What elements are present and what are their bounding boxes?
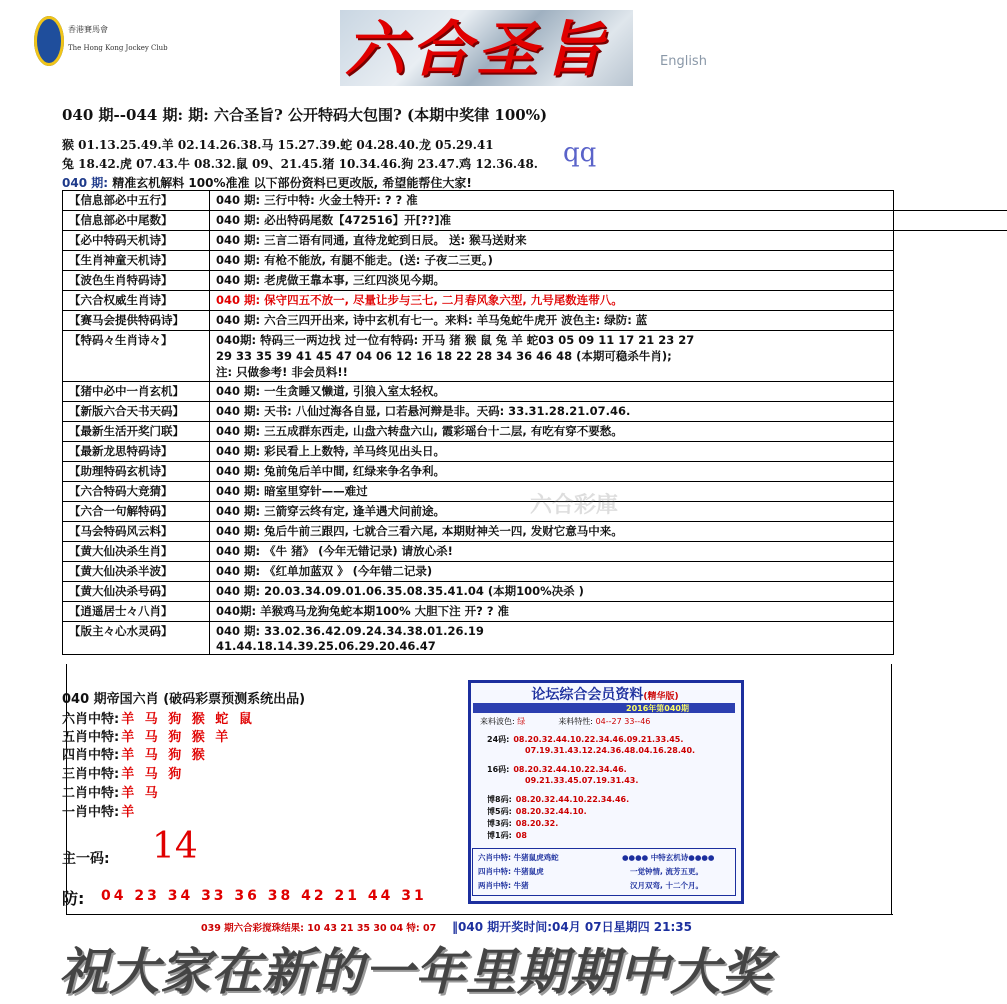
card-row: 博1码: 08 <box>487 831 527 840</box>
row-label: 【助理特码玄机诗】 <box>63 462 210 482</box>
table-row <box>63 602 894 622</box>
table-row <box>63 502 894 522</box>
draw-time: ‖040 期开奖时间:04月 07日星期四 21:35 <box>452 920 692 934</box>
row-value <box>210 271 894 291</box>
defense-label: 防: <box>62 889 85 908</box>
note-period: 040 期: <box>62 176 109 190</box>
row-value-line: 41.44.18.14.39.25.06.29.20.46.47 <box>216 639 436 653</box>
logo-en-text: The Hong Kong Jockey Club <box>68 44 168 52</box>
card-box-line: 两肖中特: 牛猪 <box>478 881 529 890</box>
row-value-line: 040 期: 三言二语有同通, 直待龙蛇到日辰。 送: 猴马送财来 <box>216 233 527 247</box>
row-value-line: 040 期: 20.03.34.09.01.06.35.08.35.41.04 (本期100%决杀 ) <box>216 584 584 598</box>
card-box-line: 一觉钟情, 流芳五更。 <box>630 867 703 876</box>
row-value-line: 040 期: 彩民看上上数特, 羊马终见出头日。 <box>216 444 445 458</box>
card-row: 博5码: 08.20.32.44.10. <box>487 807 587 816</box>
main-code-label: 主一码: <box>62 851 110 867</box>
row-value-line: 040 期: 三五成群东西走, 山盘六转盘六山, 霞彩瑶台十二层, 有吃有穿不要愁。 <box>216 424 623 438</box>
row-value-line: 040 期: 有枪不能放, 有腿不能走。(送: 子夜二三更。) <box>216 253 493 267</box>
table-row <box>63 271 894 291</box>
row-value-line: 040期: 羊猴鸡马龙狗兔蛇本期100% 大胆下注 开? ? 准 <box>216 604 509 618</box>
row-label: 【最新生活开奖门联】 <box>63 422 210 442</box>
pick-row: 三肖中特: 羊 马 狗 <box>62 767 185 782</box>
card-row: 博8码: 08.20.32.44.10.22.34.46. <box>487 795 630 804</box>
divider <box>894 210 1007 211</box>
jockey-club-logo <box>34 16 64 66</box>
row-value <box>210 522 894 542</box>
row-value <box>210 402 894 422</box>
lower-panel-border <box>891 664 892 914</box>
table-row <box>63 231 894 251</box>
card-bar <box>473 703 735 713</box>
pick-row: 五肖中特: 羊 马 狗 猴 羊 <box>62 730 232 745</box>
note-line <box>62 174 472 191</box>
table-row <box>63 191 894 211</box>
pick-row: 六肖中特: 羊 马 狗 猴 蛇 鼠 <box>62 712 255 727</box>
lower-title: 040 期帝国六肖 (破码彩票预测系统出品) <box>62 692 306 707</box>
table-row <box>63 442 894 462</box>
row-label: 【六合一句解特码】 <box>63 502 210 522</box>
prediction-table <box>62 190 894 655</box>
main-code-number: 14 <box>152 826 198 867</box>
row-value <box>210 291 894 311</box>
table-row <box>63 251 894 271</box>
card-box-line: 四肖中特: 牛猪鼠虎 <box>478 867 544 876</box>
zodiac-line-1: 猴 01.13.25.49.羊 02.14.26.38.马 15.27.39.蛇 04.28.40.龙 05.29.41 <box>62 138 494 152</box>
row-label: 【生肖神童天机诗】 <box>63 251 210 271</box>
row-value-line: 040 期: 必出特码尾数【472516】开[??]准 <box>216 213 451 227</box>
row-value <box>210 191 894 211</box>
row-value <box>210 462 894 482</box>
note-text: 精准玄机解料 100%准准 以下部份资料已更改版, 希望能帮住大家! <box>112 176 472 190</box>
row-value-line: 040 期: 三箭穿云终有定, 逢羊遇犬问前途。 <box>216 504 445 518</box>
row-value <box>210 251 894 271</box>
row-label: 【黄大仙决杀半波】 <box>63 562 210 582</box>
row-value <box>210 442 894 462</box>
row-label: 【信息部必中尾数】 <box>63 211 210 231</box>
row-label: 【新版六合天书天码】 <box>63 402 210 422</box>
row-value-line: 040 期: 保守四五不放一, 尽量让步与三七, 二月春风象六型, 九号尾数连带八。 <box>216 293 623 307</box>
row-value-line: 040 期: 一生贪睡又懒道, 引狼入室太轻权。 <box>216 384 445 398</box>
prediction-table-body <box>63 191 894 655</box>
row-value <box>210 422 894 442</box>
card-row: 07.19.31.43.12.24.36.48.04.16.28.40. <box>525 746 696 755</box>
row-value-line: 040 期: 三行中特: 火金土特开: ? ? 准 <box>216 193 418 207</box>
logo-cn-text: 香港賽馬會 <box>68 25 108 34</box>
english-link[interactable]: English <box>660 54 707 69</box>
row-label: 【六合权威生肖诗】 <box>63 291 210 311</box>
card-row: 博3码: 08.20.32. <box>487 819 559 828</box>
row-value-line: 040 期: 暗室里穿针——难过 <box>216 484 368 498</box>
row-label: 【赛马会提供特码诗】 <box>63 311 210 331</box>
row-value <box>210 602 894 622</box>
row-value-line: 注: 只做参考! 非会员料!! <box>216 365 348 379</box>
card-box-line: ●●●● 中特玄机诗●●●● <box>622 853 715 862</box>
table-row <box>63 402 894 422</box>
row-value <box>210 311 894 331</box>
row-label: 【马会特码风云料】 <box>63 522 210 542</box>
table-row <box>63 522 894 542</box>
row-label: 【六合特码大竞猜】 <box>63 482 210 502</box>
table-row <box>63 382 894 402</box>
row-label: 【最新龙思特码诗】 <box>63 442 210 462</box>
pick-row: 四肖中特: 羊 马 狗 猴 <box>62 748 208 763</box>
table-row <box>63 291 894 311</box>
card-box-line: 汉月双弯, 十二个月。 <box>630 881 703 890</box>
card-row: 09.21.33.45.07.19.31.43. <box>525 776 639 785</box>
row-value-line: 040 期: 兔前兔后羊中間, 红绿来争名争利。 <box>216 464 445 478</box>
row-value <box>210 211 894 231</box>
row-value-line: 040 期: 33.02.36.42.09.24.34.38.01.26.19 <box>216 624 484 638</box>
watermark: 六合彩庫 <box>530 493 619 518</box>
row-value-line: 040 期: 《红单加蓝双 》 (今年错二记录) <box>216 564 433 578</box>
zodiac-line-2: 兔 18.42.虎 07.43.牛 08.32.鼠 09、21.45.猪 10.34.46.狗 23.47.鸡 12.36.48. <box>62 157 538 171</box>
row-label: 【信息部必中五行】 <box>63 191 210 211</box>
row-value <box>210 331 894 382</box>
row-label: 【波色生肖特码诗】 <box>63 271 210 291</box>
row-value <box>210 231 894 251</box>
headline: 040 期--044 期: 期: 六合圣旨? 公开特码大包围? (本期中奖律 100%) <box>62 106 548 124</box>
defense-numbers: 04 23 34 33 36 38 42 21 44 31 <box>101 888 427 904</box>
row-value-line: 040 期: 《牛 猪》 (今年无错记录) 请放心杀! <box>216 544 453 558</box>
card-row: 16码: 08.20.32.44.10.22.34.46. <box>487 765 627 774</box>
slogan: 祝大家在新的一年里期期中大奖 <box>58 942 772 1001</box>
table-row <box>63 331 894 382</box>
banner-title: 六合圣旨 <box>345 15 609 85</box>
row-value <box>210 582 894 602</box>
row-label: 【特码々生肖诗々】 <box>63 331 210 382</box>
row-value-line: 040期: 特码三一两边找 过一位有特码: 开马 猪 猴 鼠 兔 羊 蛇03 05 09 11 17 21 23 27 <box>216 333 695 347</box>
card-title: 论坛综合会员资料(精华版) <box>531 687 679 703</box>
row-label: 【逍遥居士々八肖】 <box>63 602 210 622</box>
row-label: 【版主々心水灵码】 <box>63 622 210 655</box>
pick-row: 二肖中特: 羊 马 <box>62 786 161 801</box>
row-value-line: 040 期: 天书: 八仙过海各自显, 口若悬河辩是非。天码: 33.31.28.21.07.46. <box>216 404 631 418</box>
row-value-line: 040 期: 兔后牛前三跟四, 七就合三看六尾, 本期财神关一四, 发财它意马中来。 <box>216 524 623 538</box>
card-box-line: 六肖中特: 牛猪鼠虎鸡蛇 <box>478 853 559 862</box>
row-value <box>210 542 894 562</box>
table-row <box>63 562 894 582</box>
table-row <box>63 482 894 502</box>
previous-result: 039 期六合彩搅珠结果: 10 43 21 35 30 04 特: 07 <box>201 923 437 934</box>
table-row <box>63 211 894 231</box>
divider <box>894 230 1007 231</box>
card-row: 24码: 08.20.32.44.10.22.34.46.09.21.33.45. <box>487 735 684 744</box>
table-row <box>63 582 894 602</box>
table-row <box>63 311 894 331</box>
qq-icon[interactable]: qq <box>563 138 597 168</box>
row-label: 【必中特码天机诗】 <box>63 231 210 251</box>
row-value-line: 29 33 35 39 41 45 47 04 06 12 16 18 22 28 34 36 46 48 (本期可稳杀牛肖); <box>216 349 672 363</box>
row-value-line: 040 期: 老虎做王靠本事, 三红四淡见今期。 <box>216 273 445 287</box>
row-label: 【猪中必中一肖玄机】 <box>63 382 210 402</box>
card-subline: 来料波色: 绿 来料特性: 04--27 33--46 <box>480 717 651 726</box>
row-value-line: 040 期: 六合三四开出来, 诗中玄机有七一。来料: 羊马兔蛇牛虎开 波色主: 绿防: 蓝 <box>216 313 648 327</box>
table-row <box>63 462 894 482</box>
table-row <box>63 422 894 442</box>
row-value <box>210 622 894 655</box>
row-value <box>210 382 894 402</box>
card-issue: 2016年第040期 <box>626 704 689 713</box>
row-value <box>210 562 894 582</box>
row-label: 【黄大仙决杀生肖】 <box>63 542 210 562</box>
pick-row: 一肖中特: 羊 <box>62 805 138 820</box>
table-row <box>63 622 894 655</box>
table-row <box>63 542 894 562</box>
row-label: 【黄大仙决杀号码】 <box>63 582 210 602</box>
